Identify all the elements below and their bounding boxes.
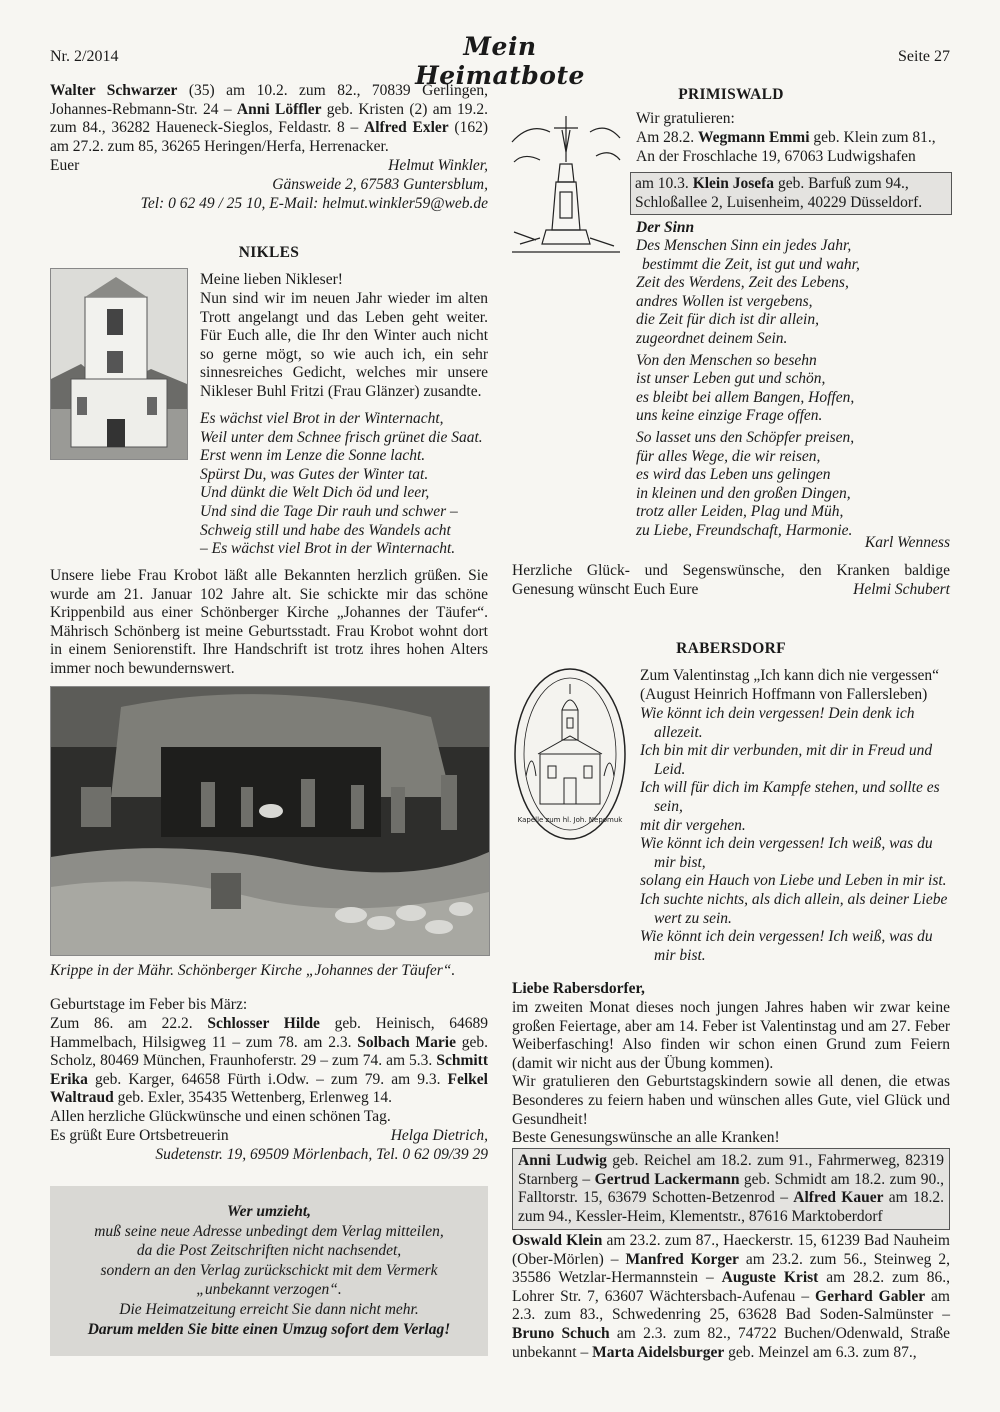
- entry-name: Klein Josefa: [692, 175, 775, 192]
- cross-drawing: [510, 112, 622, 260]
- chapel-stamp-illustration: [512, 666, 628, 842]
- page-number: Seite 27: [898, 48, 950, 65]
- masthead-logo: Mein Heimatbote: [415, 32, 585, 90]
- entry-name: Wegmann Emmi: [698, 129, 810, 146]
- poem-line: Ich will für dich im Kampfe stehen, und sollte es sein,: [640, 779, 940, 815]
- entry-text: geb. Klein zum 81., An der Froschlache 19, 67063 Ludwigshafen: [636, 129, 936, 165]
- poem-line: Des Menschen Sinn ein jedes Jahr,: [636, 237, 852, 254]
- rabersdorf-list: [512, 1232, 950, 1362]
- notice-line: Darum melden Sie bitte einen Umzug sofort dem Verlag!: [87, 1320, 451, 1338]
- poem-line: es wird das Leben uns gelingen: [636, 466, 831, 484]
- poem-line: zugeordnet deinem Sein.: [636, 329, 788, 347]
- poem-line: Und dünkt die Welt Dich öd und leer,: [200, 484, 430, 502]
- poem-line: zu Liebe, Freundschaft, Harmonie.: [636, 521, 853, 539]
- body-paragraph: Wir gratulieren den Geburtstagskindern sowie all denen, die etwas Besonderes zu feiern haben und wünschen alles Gute, viel Glück und Gesundheit!: [512, 1073, 950, 1128]
- entry-text: am 10.3.: [635, 175, 693, 192]
- issue-number: Nr. 2/2014: [50, 48, 119, 65]
- entry-name: Gerhard Gabler: [815, 1287, 926, 1305]
- bday-text: geb. Karger, 64658 Fürth i.Odw. – zum 79. am 9.3.: [87, 1070, 448, 1088]
- entry-text: am 18.2. zum 94., Kessler-Heim, Klementstr., 87616 Marktoberdorf: [518, 1189, 945, 1225]
- left-entries: [50, 82, 488, 156]
- poem-line: bestimmt die Zeit, ist gut und wahr,: [642, 255, 860, 273]
- rabersdorf-salutation: Liebe Rabersdorfer,: [512, 980, 645, 997]
- nikles-signer-address: Sudetenstr. 19, 69509 Mörlenbach, Tel. 0 62 09/39 29: [155, 1146, 488, 1163]
- poem-line: für alles Wege, die wir reisen,: [636, 447, 821, 465]
- notice-line: muß seine neue Adresse unbedingt dem Verlag mitteilen,: [94, 1222, 444, 1240]
- birthdays-list: [50, 1015, 488, 1108]
- entry-text: geb. Reichel am 18.2. zum 91., Fahrmerweg, 82319 Starnberg –: [518, 1152, 944, 1188]
- bday-name: Schlosser Hilde: [207, 1015, 320, 1032]
- valentin-poem: [640, 705, 950, 965]
- signer: Helmut Winkler,: [388, 157, 488, 174]
- rabersdorf-intro1: Zum Valentinstag „Ich kann dich nie vergessen“: [640, 667, 940, 684]
- entry-name: Alfred Exler: [364, 119, 449, 137]
- poem-line: die Zeit für dich ist dir allein,: [636, 311, 819, 329]
- poem-line: Erst wenn im Lenze die Sonne lacht.: [200, 447, 426, 465]
- nikles-wishes: Allen herzliche Glückwünsche und einen schönen Tag.: [50, 1108, 391, 1125]
- poem-line: Schweig still und habe des Wandels acht: [200, 521, 451, 539]
- entry-name: Manfred Korger: [625, 1250, 739, 1268]
- closing: Euer: [50, 157, 80, 174]
- entry-name: Auguste Krist: [721, 1269, 819, 1287]
- entry-text: am 28.2. zum 86., Lohrer Str. 7, 63607 Wächtersbach-Aufenau –: [512, 1269, 950, 1305]
- nikles-greet: Es grüßt Eure Ortsbetreuerin: [50, 1127, 229, 1144]
- primiswald-entry: [636, 129, 950, 166]
- bday-name: Solbach Marie: [357, 1033, 456, 1051]
- entry-name: Anni Ludwig: [518, 1152, 607, 1169]
- poem-line: in kleinen und den großen Dingen,: [636, 484, 851, 502]
- section-heading-nikles: NIKLES: [238, 244, 300, 261]
- bday-text: geb. Scholz, 80469 München, Fraunhoferstr. 29 – zum 74. am 5.3.: [50, 1033, 488, 1070]
- bday-name: Felkel Waltraud: [50, 1070, 488, 1107]
- poem-line: andres Wollen ist vergebens,: [636, 292, 813, 310]
- poem-title: Der Sinn: [636, 219, 695, 236]
- rabersdorf-highlight-box: [512, 1148, 950, 1230]
- notice-line: „unbekannt verzogen“.: [196, 1281, 342, 1299]
- poem-line: es bleibt bei allem Bangen, Hoffen,: [636, 388, 855, 406]
- poem-line: Weil unter dem Schnee frisch grünet die Saat.: [200, 428, 483, 446]
- entry-text: geb. Barfuß zum 94., Schloßallee 2, Luisenheim, 40229 Düsseldorf.: [635, 175, 923, 211]
- poem-line: Spürst Du, was Gutes der Winter tat.: [200, 465, 429, 483]
- church-image: [51, 269, 187, 459]
- bday-name: Schmitt Erika: [50, 1052, 488, 1088]
- nikles-intro: Nun sind wir im neuen Jahr wieder im alten Trott angelangt und das Leben geht weiter. Für Euch alle, die Ihr den Winter auch nicht so gerne mögt, so wie auch ich, ein sehr sinnesreiches Gedicht, welches mir unsere Nikleser Buhl Fritzi (Frau Glänzer) zusandte.: [200, 290, 488, 400]
- bday-text: Zum 86. am 22.2.: [50, 1015, 208, 1032]
- entry-text: am 23.2. zum 56., Steinweg 2, 35586 Wetzlar-Hermannstein –: [512, 1250, 950, 1287]
- primiswald-signer: Helmi Schubert: [853, 581, 950, 598]
- primiswald-highlight-box: [630, 172, 952, 215]
- signer-contact: Tel: 0 62 49 / 25 10, E-Mail: helmut.winkler59@web.de: [140, 195, 488, 212]
- body-paragraph: im zweiten Monat dieses noch jungen Jahres haben wir zwar keine großen Feiertage, aber am 14. Feber ist Valentinstag und am 27. Feber Weiberfasching! Also finden wir schon einen Grund zum Feiern (damit wir nicht aus der Übung kommen).: [512, 999, 950, 1072]
- entry-name: Oswald Klein: [512, 1232, 603, 1249]
- wayside-cross-illustration: [510, 112, 622, 260]
- nikles-greeting: Meine lieben Nikleser!: [200, 271, 343, 288]
- notice-line: Die Heimatzeitung erreicht Sie dann nicht mehr.: [119, 1300, 419, 1318]
- entry-name: Bruno Schuch: [512, 1324, 610, 1342]
- entry-text: am 2.3. zum 82., 74722 Buchen/Odenwald, Straße unbekannt –: [512, 1324, 951, 1361]
- poem-line: Zeit des Werdens, Zeit des Lebens,: [636, 274, 849, 292]
- birthdays-intro: Geburtstage im Feber bis März:: [50, 996, 248, 1013]
- poet-name: Karl Wenness: [864, 534, 950, 551]
- poem-line: Wie könnt ich dein vergessen! Dein denk ich allezeit.: [640, 705, 915, 741]
- signer-address: Gänsweide 2, 67583 Guntersblum,: [272, 176, 488, 193]
- poem-line: – Es wächst viel Brot in der Winternacht.: [200, 540, 456, 558]
- notice-line: Wer umzieht,: [226, 1203, 312, 1220]
- nikles-poem: [200, 410, 488, 559]
- church-photo: [50, 268, 188, 460]
- entry-name: Walter Schwarzer: [50, 82, 178, 99]
- body-paragraph: Beste Genesungswünsche an alle Kranken!: [512, 1129, 780, 1147]
- nativity-image: [51, 687, 489, 955]
- poem-line: Ich suchte nichts, als dich allein, als deiner Liebe wert zu sein.: [640, 890, 948, 927]
- notice-line: da die Post Zeitschriften nicht nachsendet,: [136, 1242, 402, 1260]
- poem-line: ist unser Leben gut und schön,: [636, 370, 826, 388]
- poem-line: Von den Menschen so besehn: [636, 351, 817, 369]
- poem-line: mit dir vergehen.: [640, 816, 746, 834]
- poem-line: trotz aller Leiden, Plag und Müh,: [636, 503, 844, 521]
- entry-text: Am 28.2.: [636, 129, 698, 146]
- sinn-poem: [636, 237, 950, 541]
- rabersdorf-body: [512, 999, 950, 1148]
- poem-line: So lasset uns den Schöpfer preisen,: [636, 428, 855, 446]
- move-notice-text: [50, 1202, 488, 1339]
- entry-text: geb. Kristen (2) am 19.2. zum 84., 36282 Haueneck-Sieglos, Feldastr. 8 –: [50, 100, 488, 137]
- poem-line: Es wächst viel Brot in der Winternacht,: [200, 410, 444, 427]
- notice-line: sondern an den Verlag zurückschickt mit dem Vermerk: [100, 1261, 438, 1279]
- nikles-signer: Helga Dietrich,: [390, 1127, 488, 1144]
- chapel-drawing: [512, 666, 628, 842]
- poem-line: Ich bin mit dir verbunden, mit dir in Freud und Leid.: [640, 742, 933, 778]
- poem-line: uns keine einzige Frage offen.: [636, 407, 823, 425]
- primiswald-wishes: Herzliche Glück- und Segenswünsche, den Kranken baldige Genesung wünscht Euch Eure: [512, 562, 950, 598]
- poem-line: Wie könnt ich dein vergessen! Ich weiß, was du mir bist.: [640, 928, 933, 964]
- entry-text: (35) am 10.2. zum 82., 70839 Gerlingen, Johannes-Rebmann-Str. 24 –: [50, 82, 488, 118]
- bday-text: geb. Heinisch, 64689 Hammelbach, Hilsigweg 11 – zum 78. am 2.3.: [50, 1015, 489, 1051]
- entry-text: geb. Schmidt am 18.2. zum 90., Falltorstr. 15, 63679 Schotten-Betzenrod –: [518, 1170, 945, 1207]
- entry-text: am 2.3. zum 83., Schwedenring 25, 63628 Bad Soden-Salmünster –: [512, 1287, 950, 1324]
- poem-line: Wie könnt ich dein vergessen! Ich weiß, was du mir bist,: [640, 835, 933, 871]
- poem-line: Und sind die Tage Dir rauh und schwer –: [200, 502, 458, 520]
- poem-line: solang ein Hauch von Liebe und Leben in mir ist.: [640, 872, 947, 890]
- primiswald-congrats: Wir gratulieren:: [636, 110, 735, 127]
- entry-text: geb. Meinzel am 6.3. zum 87.,: [724, 1343, 917, 1361]
- bday-text: geb. Exler, 35435 Wettenberg, Erlenweg 14.: [113, 1089, 392, 1107]
- entry-text: am 23.2. zum 87., Haeckerstr. 15, 61239 Bad Nauheim (Ober-Mörlen) –: [512, 1232, 950, 1268]
- section-heading-primiswald: PRIMISWALD: [678, 86, 784, 103]
- entry-name: Anni Löffler: [236, 100, 322, 118]
- section-heading-rabersdorf: RABERSDORF: [676, 640, 786, 657]
- nativity-photo: [50, 686, 490, 956]
- rabersdorf-intro2: (August Heinrich Hoffmann von Fallersleben): [640, 686, 928, 703]
- entry-name: Alfred Kauer: [793, 1189, 884, 1207]
- entry-text: (162) am 27.2. zum 85, 36265 Heringen/Herfa, Herrenacker.: [50, 119, 488, 155]
- photo-caption: Krippe in der Mähr. Schönberger Kirche „Johannes der Täufer“.: [50, 962, 456, 979]
- entry-name: Gertrud Lackermann: [594, 1170, 740, 1188]
- move-notice-box: [50, 1186, 488, 1356]
- entry-name: Marta Aidelsburger: [592, 1343, 725, 1361]
- krobot-paragraph: Unsere liebe Frau Krobot läßt alle Bekannten herzlich grüßen. Sie wurde am 21. Januar 102 Jahre alt. Sie schickte mir das schöne Krippenbild aus einer Schönberger Kirche „Johannes der Täufer“. Mährisch Schönberg ist meine Geburtsstadt. Frau Krobot wohnt dort in einem Seniorenstift. Ihre Handschrift ist trotz ihres hohen Alters immer noch bewundernswert.: [50, 567, 488, 677]
- stamp-lettering: Kapelle zum hl. Joh. Nepomuk: [517, 816, 623, 824]
